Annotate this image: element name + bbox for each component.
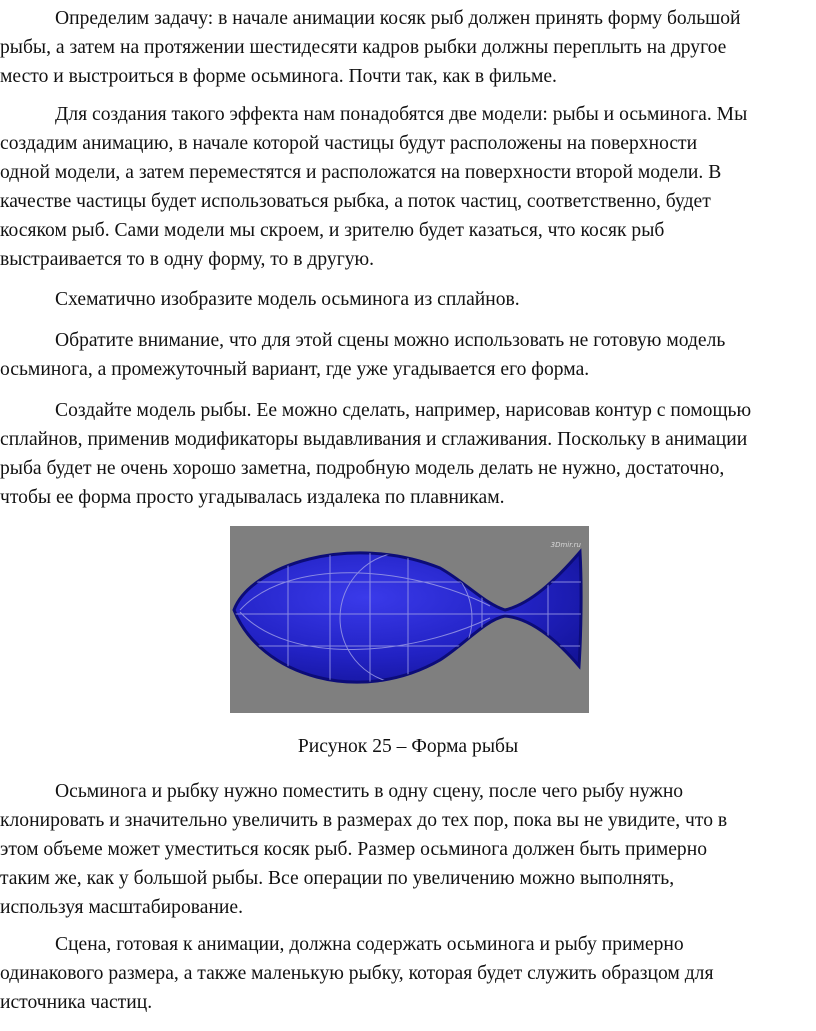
paragraph-5 [0, 396, 816, 512]
watermark: 3Dmir.ru [550, 541, 581, 549]
text-line: создадим анимацию, в начале которой частицы будут расположены на поверхности [0, 133, 698, 154]
paragraph-6 [0, 777, 816, 922]
figure-caption: Рисунок 25 – Форма рыбы [297, 736, 519, 757]
text-line: Обратите внимание, что для этой сцены можно использовать не готовую модель [55, 330, 726, 351]
text-line: Схематично изобразите модель осьминога из сплайнов. [55, 289, 520, 310]
text-line: Создайте модель рыбы. Ее можно сделать, например, нарисовав контур с помощью [55, 400, 752, 421]
text-line: используя масштабирование. [0, 897, 244, 918]
paragraph-3 [0, 285, 816, 314]
text-line: Осьминога и рыбку нужно поместить в одну сцену, после чего рыбу нужно [55, 781, 684, 802]
text-line: клонировать и значительно увеличить в размерах до тех пор, пока вы не увидите, что в [0, 810, 728, 831]
text-line: чтобы ее форма просто угадывалась издалека по плавникам. [0, 487, 505, 508]
text-line: сплайнов, применив модификаторы выдавливания и сглаживания. Поскольку в анимации [0, 429, 748, 450]
text-line: одной модели, а затем переместятся и расположатся на поверхности второй модели. В [0, 162, 722, 183]
text-line: рыбы, а затем на протяжении шестидесяти кадров рыбки должны переплыть на другое [0, 37, 727, 58]
text-line: место и выстроиться в форме осьминога. Почти так, как в фильме. [0, 66, 557, 87]
text-line: качестве частицы будет использоваться рыбка, а поток частиц, соответственно, будет [0, 191, 711, 212]
text-line: Сцена, готовая к анимации, должна содержать осьминога и рыбу примерно [55, 934, 684, 955]
text-line: рыба будет не очень хорошо заметна, подробную модель делать не нужно, достаточно, [0, 458, 725, 479]
text-line: Для создания такого эффекта нам понадобятся две модели: рыбы и осьминога. Мы [55, 104, 748, 125]
paragraph-4 [0, 326, 816, 384]
text-line: одинакового размера, а также маленькую рыбку, которая будет служить образцом для [0, 963, 714, 984]
paragraph-2 [0, 100, 816, 274]
text-line: таким же, как у большой рыбы. Все операции по увеличению можно выполнять, [0, 868, 675, 889]
text-line: выстраивается то в одну форму, то в другую. [0, 249, 375, 270]
text-line: осьминога, а промежуточный вариант, где уже угадывается его форма. [0, 359, 590, 380]
text-line: источника частиц. [0, 992, 153, 1013]
text-line: Определим задачу: в начале анимации косяк рыб должен принять форму большой [55, 8, 741, 29]
paragraph-7 [0, 930, 816, 1017]
fish-model-image [230, 526, 589, 713]
fish-model-figure [230, 526, 589, 713]
text-line: косяком рыб. Сами модели мы скроем, и зрителю будет казаться, что косяк рыб [0, 220, 665, 241]
text-line: этом объеме может уместиться косяк рыб. Размер осьминога должен быть примерно [0, 839, 708, 860]
paragraph-1 [0, 4, 816, 91]
